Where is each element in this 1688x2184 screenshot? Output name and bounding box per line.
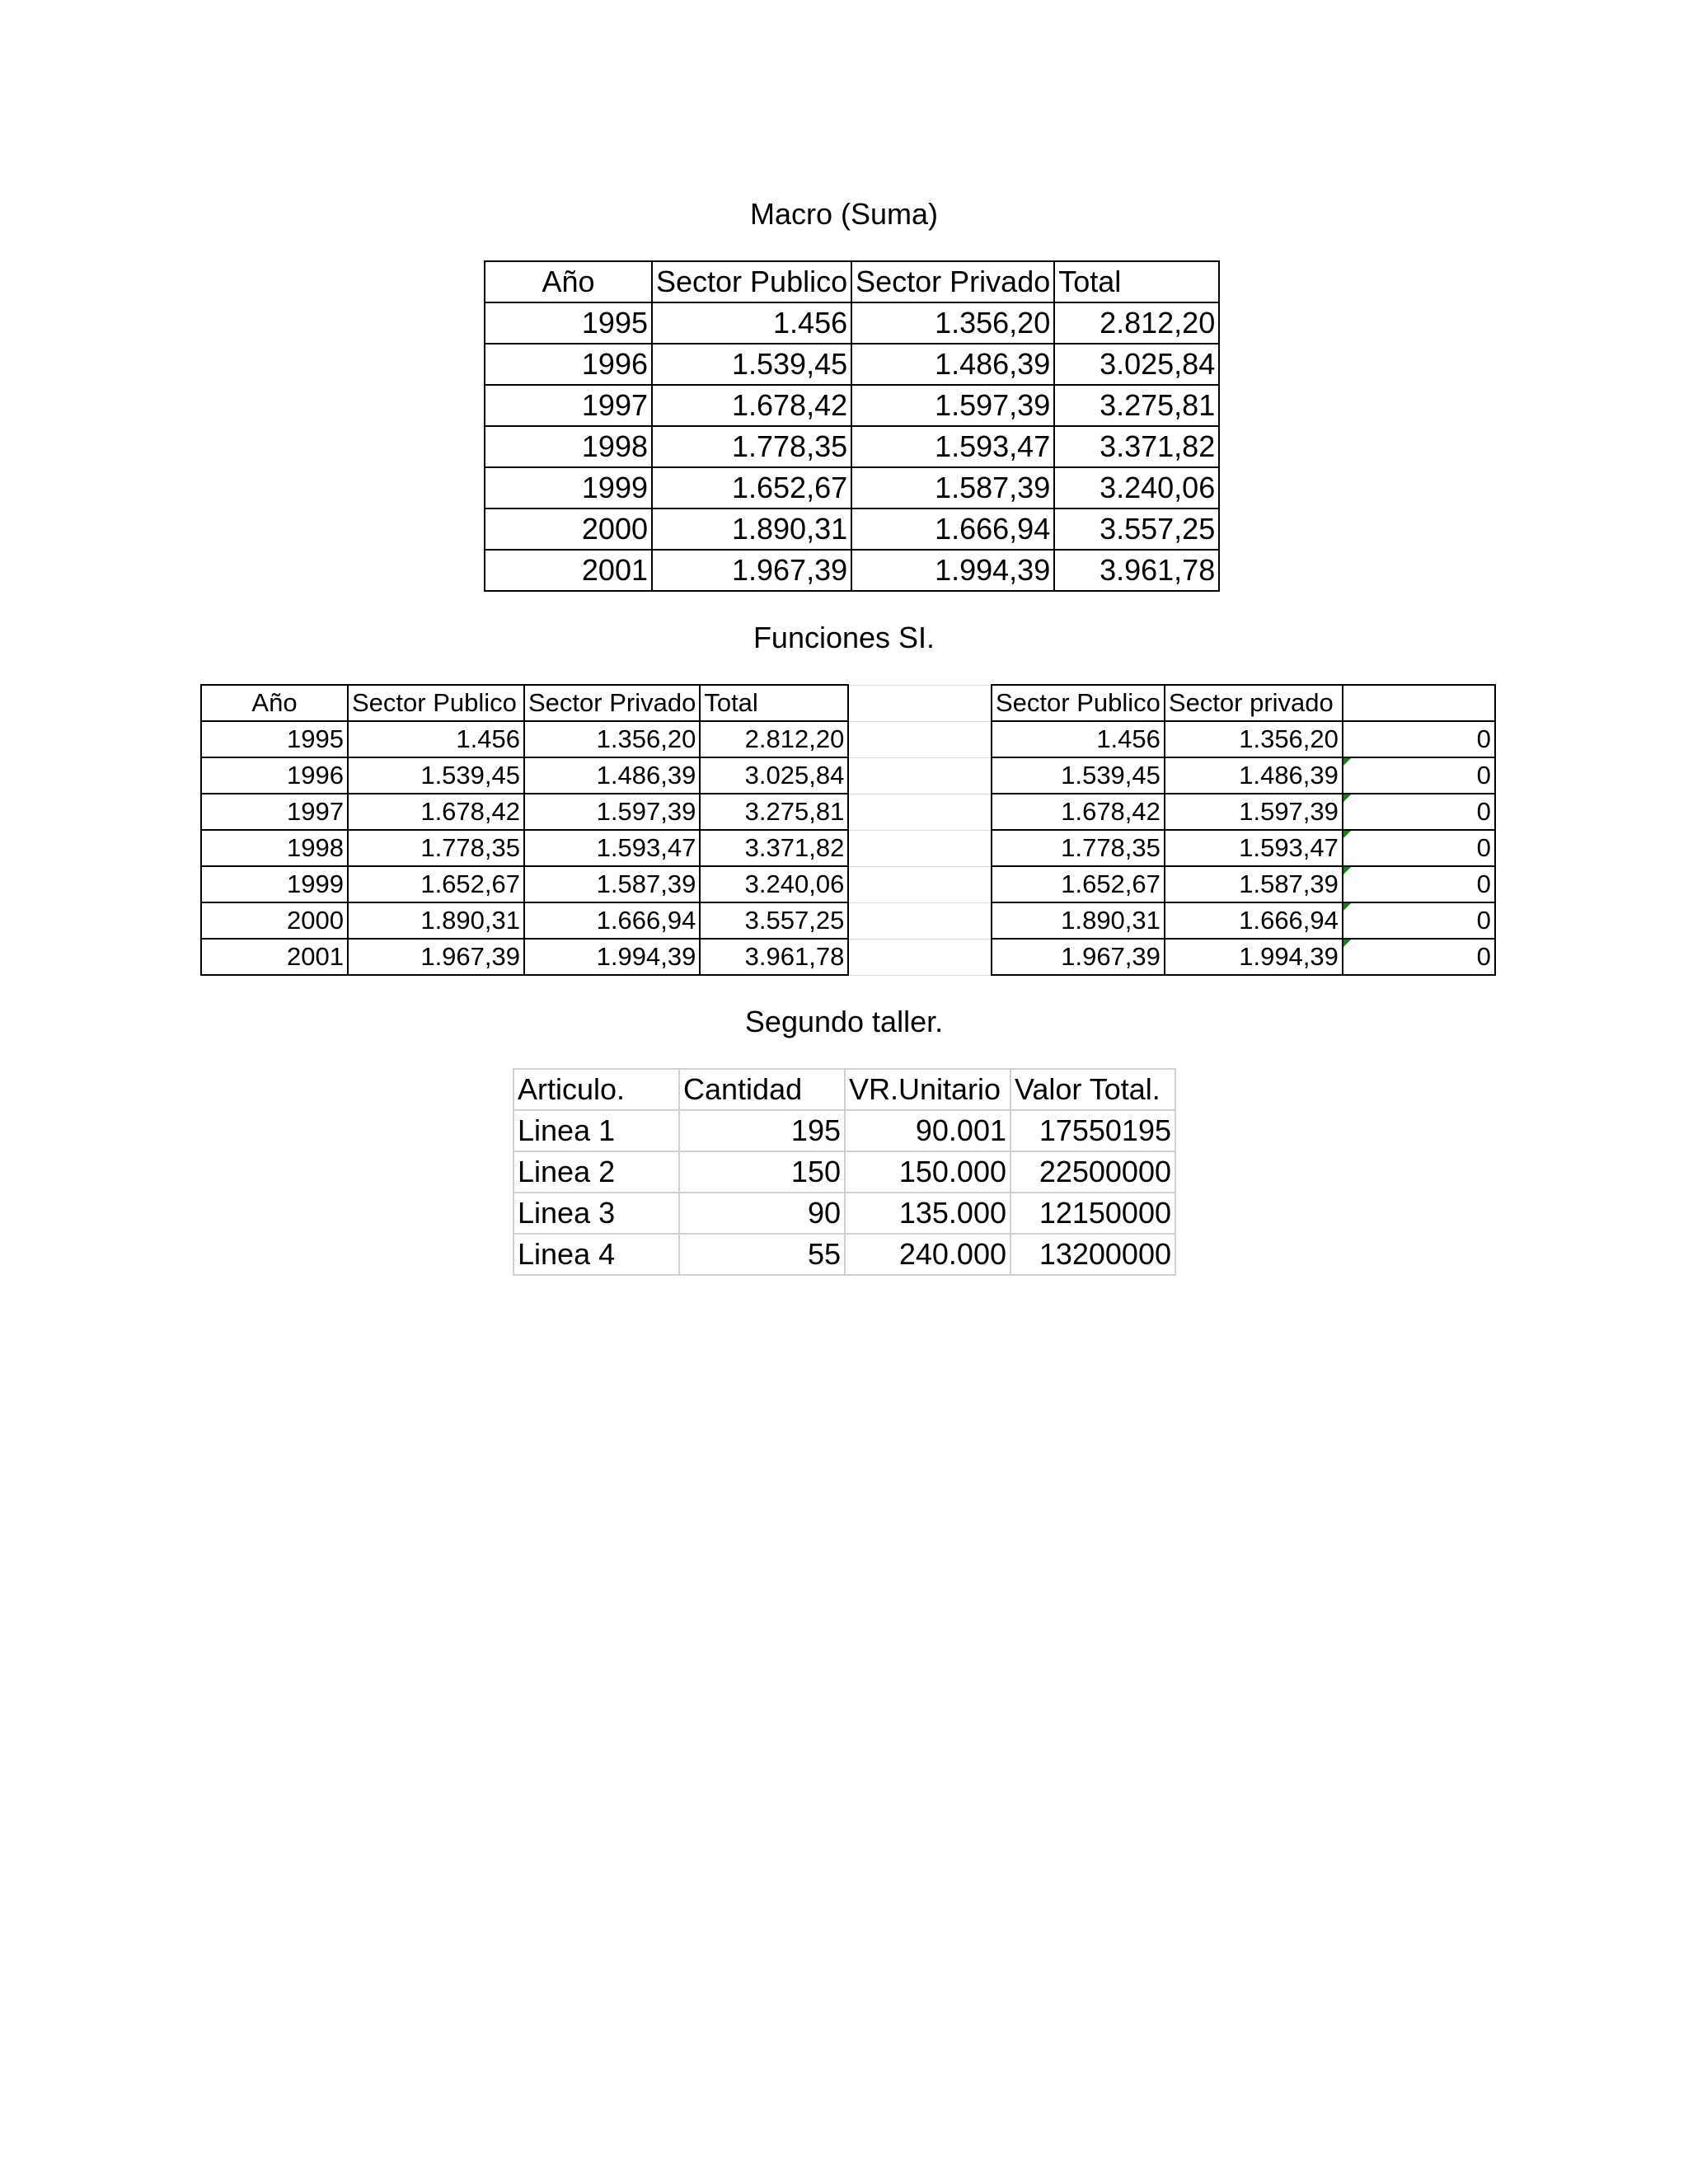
cell-total[interactable]: 2.812,20	[1054, 302, 1219, 344]
cell-result-value: 0	[1476, 797, 1491, 826]
table-row	[992, 902, 1495, 939]
cell-year[interactable]: 1997	[485, 385, 652, 426]
empty-cell[interactable]	[848, 757, 993, 794]
cell-sector-privado[interactable]: 1.597,39	[851, 385, 1054, 426]
table-row	[513, 1151, 1175, 1193]
empty-cell[interactable]	[848, 866, 993, 902]
cell-sector-publico[interactable]: 1.890,31	[348, 902, 524, 939]
error-indicator-icon	[1343, 794, 1351, 802]
table-row	[992, 721, 1495, 757]
table-row	[485, 302, 1219, 344]
header-cell-vr-unitario[interactable]: VR.Unitario	[845, 1069, 1010, 1110]
cell-vr-unitario[interactable]: 90.001	[845, 1110, 1010, 1151]
empty-cell[interactable]	[848, 902, 993, 939]
table-row	[201, 757, 993, 794]
error-indicator-icon	[1343, 867, 1351, 874]
empty-cell[interactable]	[848, 794, 993, 830]
cell-sector-privado[interactable]: 1.587,39	[851, 467, 1054, 509]
cell-year[interactable]: 1998	[485, 426, 652, 467]
cell-result-value: 0	[1476, 906, 1491, 935]
empty-cell[interactable]	[848, 721, 993, 757]
cell-sector-privado[interactable]: 1.593,47	[851, 426, 1054, 467]
table-row	[992, 939, 1495, 975]
cell-valor-total[interactable]: 17550195	[1010, 1110, 1175, 1151]
cell-cantidad[interactable]: 90	[679, 1193, 845, 1234]
cell-sector-publico[interactable]: 1.539,45	[348, 757, 524, 794]
cell-sector-privado[interactable]: 1.593,47	[524, 830, 700, 866]
funciones-si-right-table	[991, 684, 1496, 976]
header-cell-sector-privado[interactable]: Sector privado	[1165, 685, 1343, 721]
table-header-row	[485, 261, 1219, 302]
empty-cell[interactable]	[848, 830, 993, 866]
cell-sector-privado[interactable]: 1.666,94	[524, 902, 700, 939]
cell-total[interactable]: 3.275,81	[700, 794, 848, 830]
cell-sector-privado[interactable]: 1.593,47	[1165, 830, 1343, 866]
cell-cantidad[interactable]: 195	[679, 1110, 845, 1151]
cell-total[interactable]: 3.240,06	[700, 866, 848, 902]
table-row	[201, 866, 993, 902]
header-cell-articulo[interactable]: Articulo.	[513, 1069, 679, 1110]
cell-sector-privado[interactable]: 1.486,39	[851, 344, 1054, 385]
error-indicator-icon	[1343, 940, 1351, 947]
cell-sector-publico[interactable]: 1.678,42	[652, 385, 851, 426]
table-row	[201, 830, 993, 866]
cell-year[interactable]: 1995	[201, 721, 348, 757]
cell-sector-publico[interactable]: 1.678,42	[992, 794, 1165, 830]
cell-sector-privado[interactable]: 1.597,39	[1165, 794, 1343, 830]
cell-vr-unitario[interactable]: 135.000	[845, 1193, 1010, 1234]
cell-vr-unitario[interactable]: 150.000	[845, 1151, 1010, 1193]
cell-result-value: 0	[1476, 761, 1491, 790]
cell-sector-privado[interactable]: 1.666,94	[851, 509, 1054, 550]
cell-total[interactable]: 3.557,25	[1054, 509, 1219, 550]
cell-result[interactable]	[1343, 830, 1495, 866]
cell-total[interactable]: 3.371,82	[1054, 426, 1219, 467]
cell-total[interactable]: 3.275,81	[1054, 385, 1219, 426]
error-indicator-icon	[1343, 831, 1351, 838]
cell-sector-publico[interactable]: 1.652,67	[348, 866, 524, 902]
cell-articulo[interactable]: Linea 3	[513, 1193, 679, 1234]
cell-sector-privado[interactable]: 1.356,20	[851, 302, 1054, 344]
segundo-taller-table	[513, 1068, 1176, 1276]
cell-total[interactable]: 3.557,25	[700, 902, 848, 939]
segundo-taller-title: Segundo taller.	[744, 1005, 944, 1038]
cell-year[interactable]: 1999	[485, 467, 652, 509]
cell-total[interactable]: 3.025,84	[700, 757, 848, 794]
table-row	[485, 385, 1219, 426]
cell-sector-publico[interactable]: 1.456	[992, 721, 1165, 757]
table-row	[485, 550, 1219, 591]
cell-sector-privado[interactable]: 1.356,20	[1165, 721, 1343, 757]
error-indicator-icon	[1343, 758, 1351, 766]
cell-result-value: 0	[1476, 869, 1491, 898]
cell-sector-publico[interactable]: 1.778,35	[348, 830, 524, 866]
cell-sector-privado[interactable]: 1.587,39	[524, 866, 700, 902]
cell-year[interactable]: 1995	[485, 302, 652, 344]
cell-total[interactable]: 3.961,78	[1054, 550, 1219, 591]
cell-sector-publico[interactable]: 1.967,39	[992, 939, 1165, 975]
cell-result-value: 0	[1476, 942, 1491, 971]
cell-sector-publico[interactable]: 1.652,67	[652, 467, 851, 509]
table-row	[992, 866, 1495, 902]
cell-articulo[interactable]: Linea 2	[513, 1151, 679, 1193]
cell-sector-publico[interactable]: 1.539,45	[652, 344, 851, 385]
table-header-row	[513, 1069, 1175, 1110]
cell-sector-privado[interactable]: 1.587,39	[1165, 866, 1343, 902]
empty-cell[interactable]	[848, 685, 993, 721]
table-row	[992, 794, 1495, 830]
cell-cantidad[interactable]: 55	[679, 1234, 845, 1275]
cell-result[interactable]	[1343, 939, 1495, 975]
cell-year[interactable]: 2001	[201, 939, 348, 975]
cell-sector-publico[interactable]: 1.456	[652, 302, 851, 344]
table-row	[201, 902, 993, 939]
cell-valor-total[interactable]: 22500000	[1010, 1151, 1175, 1193]
cell-sector-publico[interactable]: 1.967,39	[652, 550, 851, 591]
funciones-si-title: Funciones SI.	[753, 621, 935, 654]
cell-total[interactable]: 3.240,06	[1054, 467, 1219, 509]
table-row	[513, 1110, 1175, 1151]
header-cell-sector-publico[interactable]: Sector Publico	[652, 261, 851, 302]
cell-total[interactable]: 3.371,82	[700, 830, 848, 866]
cell-sector-publico[interactable]: 1.539,45	[992, 757, 1165, 794]
cell-result-value: 0	[1476, 833, 1491, 862]
cell-sector-privado[interactable]: 1.597,39	[524, 794, 700, 830]
cell-sector-publico[interactable]: 1.890,31	[652, 509, 851, 550]
cell-valor-total[interactable]: 13200000	[1010, 1234, 1175, 1275]
cell-cantidad[interactable]: 150	[679, 1151, 845, 1193]
table-row	[485, 467, 1219, 509]
cell-year[interactable]: 1996	[485, 344, 652, 385]
table-row	[201, 939, 993, 975]
table-row	[485, 426, 1219, 467]
cell-total[interactable]: 2.812,20	[700, 721, 848, 757]
cell-total[interactable]: 3.025,84	[1054, 344, 1219, 385]
cell-sector-publico[interactable]: 1.967,39	[348, 939, 524, 975]
table-header-row	[201, 685, 993, 721]
cell-sector-privado[interactable]: 1.356,20	[524, 721, 700, 757]
empty-cell[interactable]	[848, 939, 993, 975]
cell-sector-publico[interactable]: 1.778,35	[992, 830, 1165, 866]
header-cell-result[interactable]	[1343, 685, 1495, 721]
table-row	[992, 757, 1495, 794]
cell-total[interactable]: 3.961,78	[700, 939, 848, 975]
cell-sector-publico[interactable]: 1.890,31	[992, 902, 1165, 939]
macro-title: Macro (Suma)	[749, 197, 939, 231]
cell-sector-publico[interactable]: 1.456	[348, 721, 524, 757]
cell-sector-publico[interactable]: 1.652,67	[992, 866, 1165, 902]
cell-year[interactable]: 2001	[485, 550, 652, 591]
header-cell-ano[interactable]: Año	[485, 261, 652, 302]
table-row	[992, 830, 1495, 866]
error-indicator-icon	[1343, 903, 1351, 911]
table-row	[201, 721, 993, 757]
macro-table	[484, 260, 1220, 592]
table-row	[513, 1193, 1175, 1234]
cell-valor-total[interactable]: 12150000	[1010, 1193, 1175, 1234]
header-cell-sector-publico[interactable]: Sector Publico	[348, 685, 524, 721]
cell-year[interactable]: 2000	[485, 509, 652, 550]
table-header-row	[992, 685, 1495, 721]
cell-year[interactable]: 1999	[201, 866, 348, 902]
cell-result[interactable]	[1343, 902, 1495, 939]
cell-sector-privado[interactable]: 1.666,94	[1165, 902, 1343, 939]
header-cell-ano[interactable]: Año	[201, 685, 348, 721]
funciones-si-left-table	[200, 684, 993, 976]
cell-articulo[interactable]: Linea 4	[513, 1234, 679, 1275]
cell-year[interactable]: 1997	[201, 794, 348, 830]
header-cell-sector-publico[interactable]: Sector Publico	[992, 685, 1165, 721]
cell-result-value: 0	[1476, 724, 1491, 753]
cell-articulo[interactable]: Linea 1	[513, 1110, 679, 1151]
header-cell-valor-total[interactable]: Valor Total.	[1010, 1069, 1175, 1110]
header-cell-total[interactable]: Total	[1054, 261, 1219, 302]
cell-sector-privado[interactable]: 1.994,39	[851, 550, 1054, 591]
cell-vr-unitario[interactable]: 240.000	[845, 1234, 1010, 1275]
table-row	[201, 794, 993, 830]
table-row	[513, 1234, 1175, 1275]
cell-result[interactable]	[1343, 866, 1495, 902]
cell-year[interactable]: 1996	[201, 757, 348, 794]
cell-sector-publico[interactable]: 1.678,42	[348, 794, 524, 830]
cell-sector-privado[interactable]: 1.486,39	[524, 757, 700, 794]
cell-year[interactable]: 2000	[201, 902, 348, 939]
cell-year[interactable]: 1998	[201, 830, 348, 866]
cell-sector-privado[interactable]: 1.994,39	[1165, 939, 1343, 975]
cell-sector-privado[interactable]: 1.994,39	[524, 939, 700, 975]
header-cell-total[interactable]: Total	[700, 685, 848, 721]
table-row	[485, 509, 1219, 550]
header-cell-sector-privado[interactable]: Sector Privado	[524, 685, 700, 721]
cell-sector-privado[interactable]: 1.486,39	[1165, 757, 1343, 794]
header-cell-sector-privado[interactable]: Sector Privado	[851, 261, 1054, 302]
cell-result[interactable]	[1343, 794, 1495, 830]
header-cell-cantidad[interactable]: Cantidad	[679, 1069, 845, 1110]
table-row	[485, 344, 1219, 385]
cell-result[interactable]	[1343, 757, 1495, 794]
cell-result[interactable]	[1343, 721, 1495, 757]
cell-sector-publico[interactable]: 1.778,35	[652, 426, 851, 467]
